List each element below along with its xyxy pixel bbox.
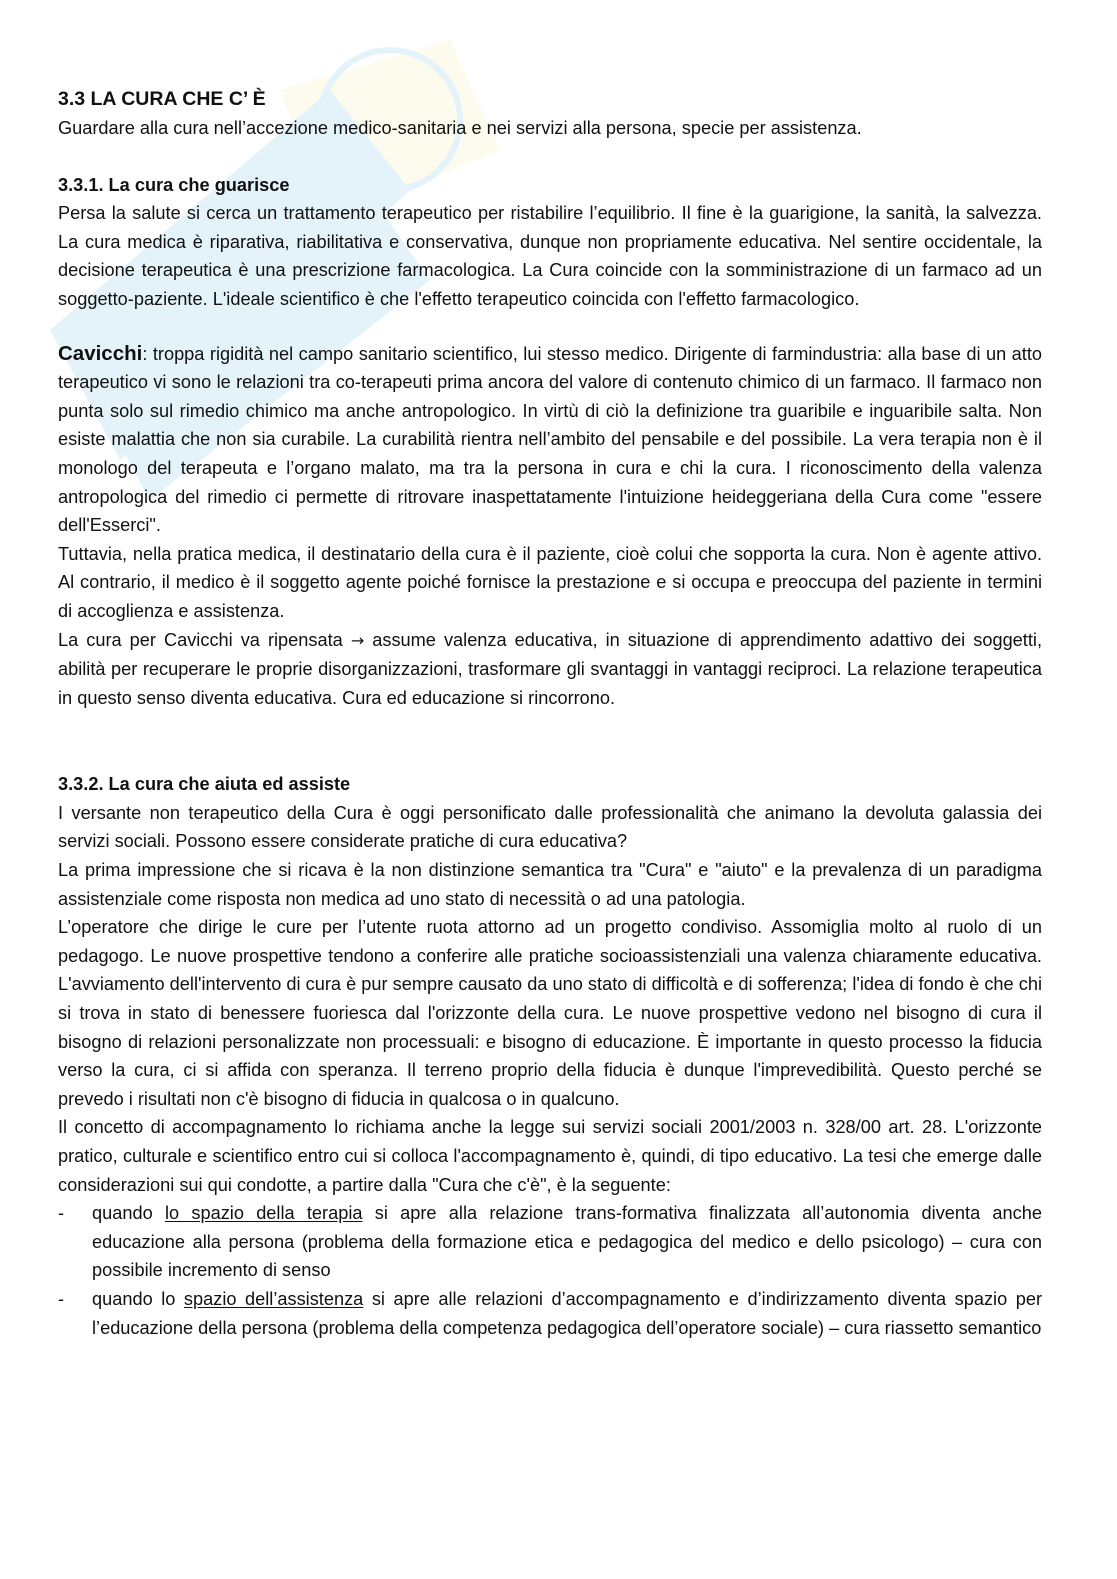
- section-title: 3.3 LA CURA CHE C’ È: [58, 88, 266, 110]
- subsection-1-paragraph-2-text: : troppa rigidità nel campo sanitario scientifico, lui stesso medico. Dirigente di farmindustria: alla base di un atto terapeutico vi sono le relazioni tra co-terapeuti prima ancora del valore di contenuto chimico di un farmaco. Il farmaco non punta solo sul rimedio chimico ma anche antropologico. In virtù di ciò la definizione tra guaribile e inguaribile salta. Non esiste malattia che non sia curabile. La curabilità rientra nell’ambito del pensabile e del possibile. La vera terapia non è il monologo del terapeuta e l’organo malato, ma tra la persona in cura e chi la cura. I riconoscimento della valenza antropologica del rimedio ci permette di ritrovare inaspettatamente l'intuizione heideggeriana della Cura come "essere dell'Esserci".: [58, 343, 1042, 536]
- underlined-term: spazio dell’assistenza: [183, 1288, 364, 1309]
- author-name: Cavicchi: [58, 341, 143, 365]
- paragraph-4-start: La cura per Cavicchi va ripensata: [58, 629, 343, 650]
- list-item: - quando lo spazio della terapia si apre alla relazione trans-formativa finalizzata all’autonomia diventa anche educazione alla persona (problema della formazione etica e pedagogica del medico e dello psicologo) – cura con possibile incremento di senso: [58, 1199, 1042, 1285]
- subsection-2-paragraph-4: Il concetto di accompagnamento lo richiama anche la legge sui servizi sociali 2001/2003 n. 328/00 art. 28. L'orizzonte pratico, culturale e scientifico entro cui si colloca l'accompagnamento è, quindi, di tipo educativo. La tesi che emerge dalle considerazioni sui qui condotte, a partire dalla "Cura che c'è", è la seguente:: [58, 1117, 1042, 1195]
- subsection-title-2: 3.3.2. La cura che aiuta ed assiste: [58, 774, 351, 795]
- list-dash: -: [58, 1288, 65, 1309]
- subsection-title-1: 3.3.1. La cura che guarisce: [58, 174, 290, 195]
- list-dash: -: [58, 1203, 65, 1224]
- conclusion-list: [58, 1199, 1042, 1342]
- subsection-1-paragraph-1: Persa la salute si cerca un trattamento terapeutico per ristabilire l’equilibrio. Il fine è la guarigione, la sanità, la salvezza. La cura medica è riparativa, riabilitativa e conservativa, dunque non propriamente educativa. Nel sentire occidentale, la decisione terapeutica è una prescrizione farmacologica. La Cura coincide con la somministrazione di un farmaco ad un soggetto-paziente. L'ideale scientifico è che l'effetto terapeutico coincida con l'effetto farmacologico.: [58, 203, 1042, 309]
- underlined-term: lo spazio della terapia: [164, 1203, 363, 1224]
- subsection-1-paragraph-4: [58, 626, 1042, 713]
- list-item: - quando lo spazio dell’assistenza si apre alle relazioni d’accompagnamento e d’indirizzamento diventa spazio per l’educazione della persona (problema della competenza pedagogica dell’operatore sociale) – cura riassetto semantico: [58, 1285, 1042, 1342]
- subsection-1-paragraph-2: [58, 340, 1042, 540]
- paragraph-4-end: assume valenza educativa, in situazione di apprendimento adattivo dei soggetti, abilità per recuperare le proprie disorganizzazioni, trasformare gli svantaggi in vantaggi reciproci. La relazione terapeutica in questo senso diventa educativa. Cura ed educazione si rincorrono.: [58, 629, 1042, 708]
- subsection-2-paragraph-3: L’operatore che dirige le cure per l’utente ruota attorno ad un progetto condiviso. Assomiglia molto al ruolo di un pedagogo. Le nuove prospettive tendono a conferire alle pratiche socioassistenziali una valenza chiaramente educativa. L'avviamento dell'intervento di cura è pur sempre causato da uno stato di difficoltà e di sofferenza; l'idea di fondo è che chi si trova in stato di benessere fuoriesca dal l'orizzonte della cura. Le nuove prospettive vedono nel bisogno di cura il bisogno di relazioni personalizzate non processuali: e bisogno di educazione. È importante in questo processo la fiducia verso la cura, ci si affida con speranza. Il terreno proprio della fiducia è dunque l'imprevedibilità. Questo perché se prevedo i risultati non c'è bisogno di fiducia in qualcosa o in qualcuno.: [58, 917, 1042, 1109]
- subsection-2-paragraph-2: La prima impressione che si ricava è la non distinzione semantica tra "Cura" e "aiuto" e la prevalenza di un paradigma assistenziale come risposta non medica ad uno stato di necessità o ad una patologia.: [58, 860, 1042, 909]
- subsection-2-paragraph-1: I versante non terapeutico della Cura è oggi personificato dalle professionalità che animano la devoluta galassia dei servizi sociali. Possono essere considerate pratiche di cura educativa?: [58, 802, 1042, 852]
- subsection-1-paragraph-3: Tuttavia, nella pratica medica, il destinatario della cura è il paziente, cioè colui che sopporta la cura. Non è agente attivo. Al contrario, il medico è il soggetto agente poiché fornisce la prestazione e si occupa e preoccupa del paziente in termini di accoglienza e assistenza.: [58, 543, 1042, 621]
- right-arrow-icon: →: [350, 630, 365, 650]
- document-page: [58, 84, 1042, 1342]
- section-intro: Guardare alla cura nell’accezione medico-sanitaria e nei servizi alla persona, specie per assistenza.: [58, 118, 862, 138]
